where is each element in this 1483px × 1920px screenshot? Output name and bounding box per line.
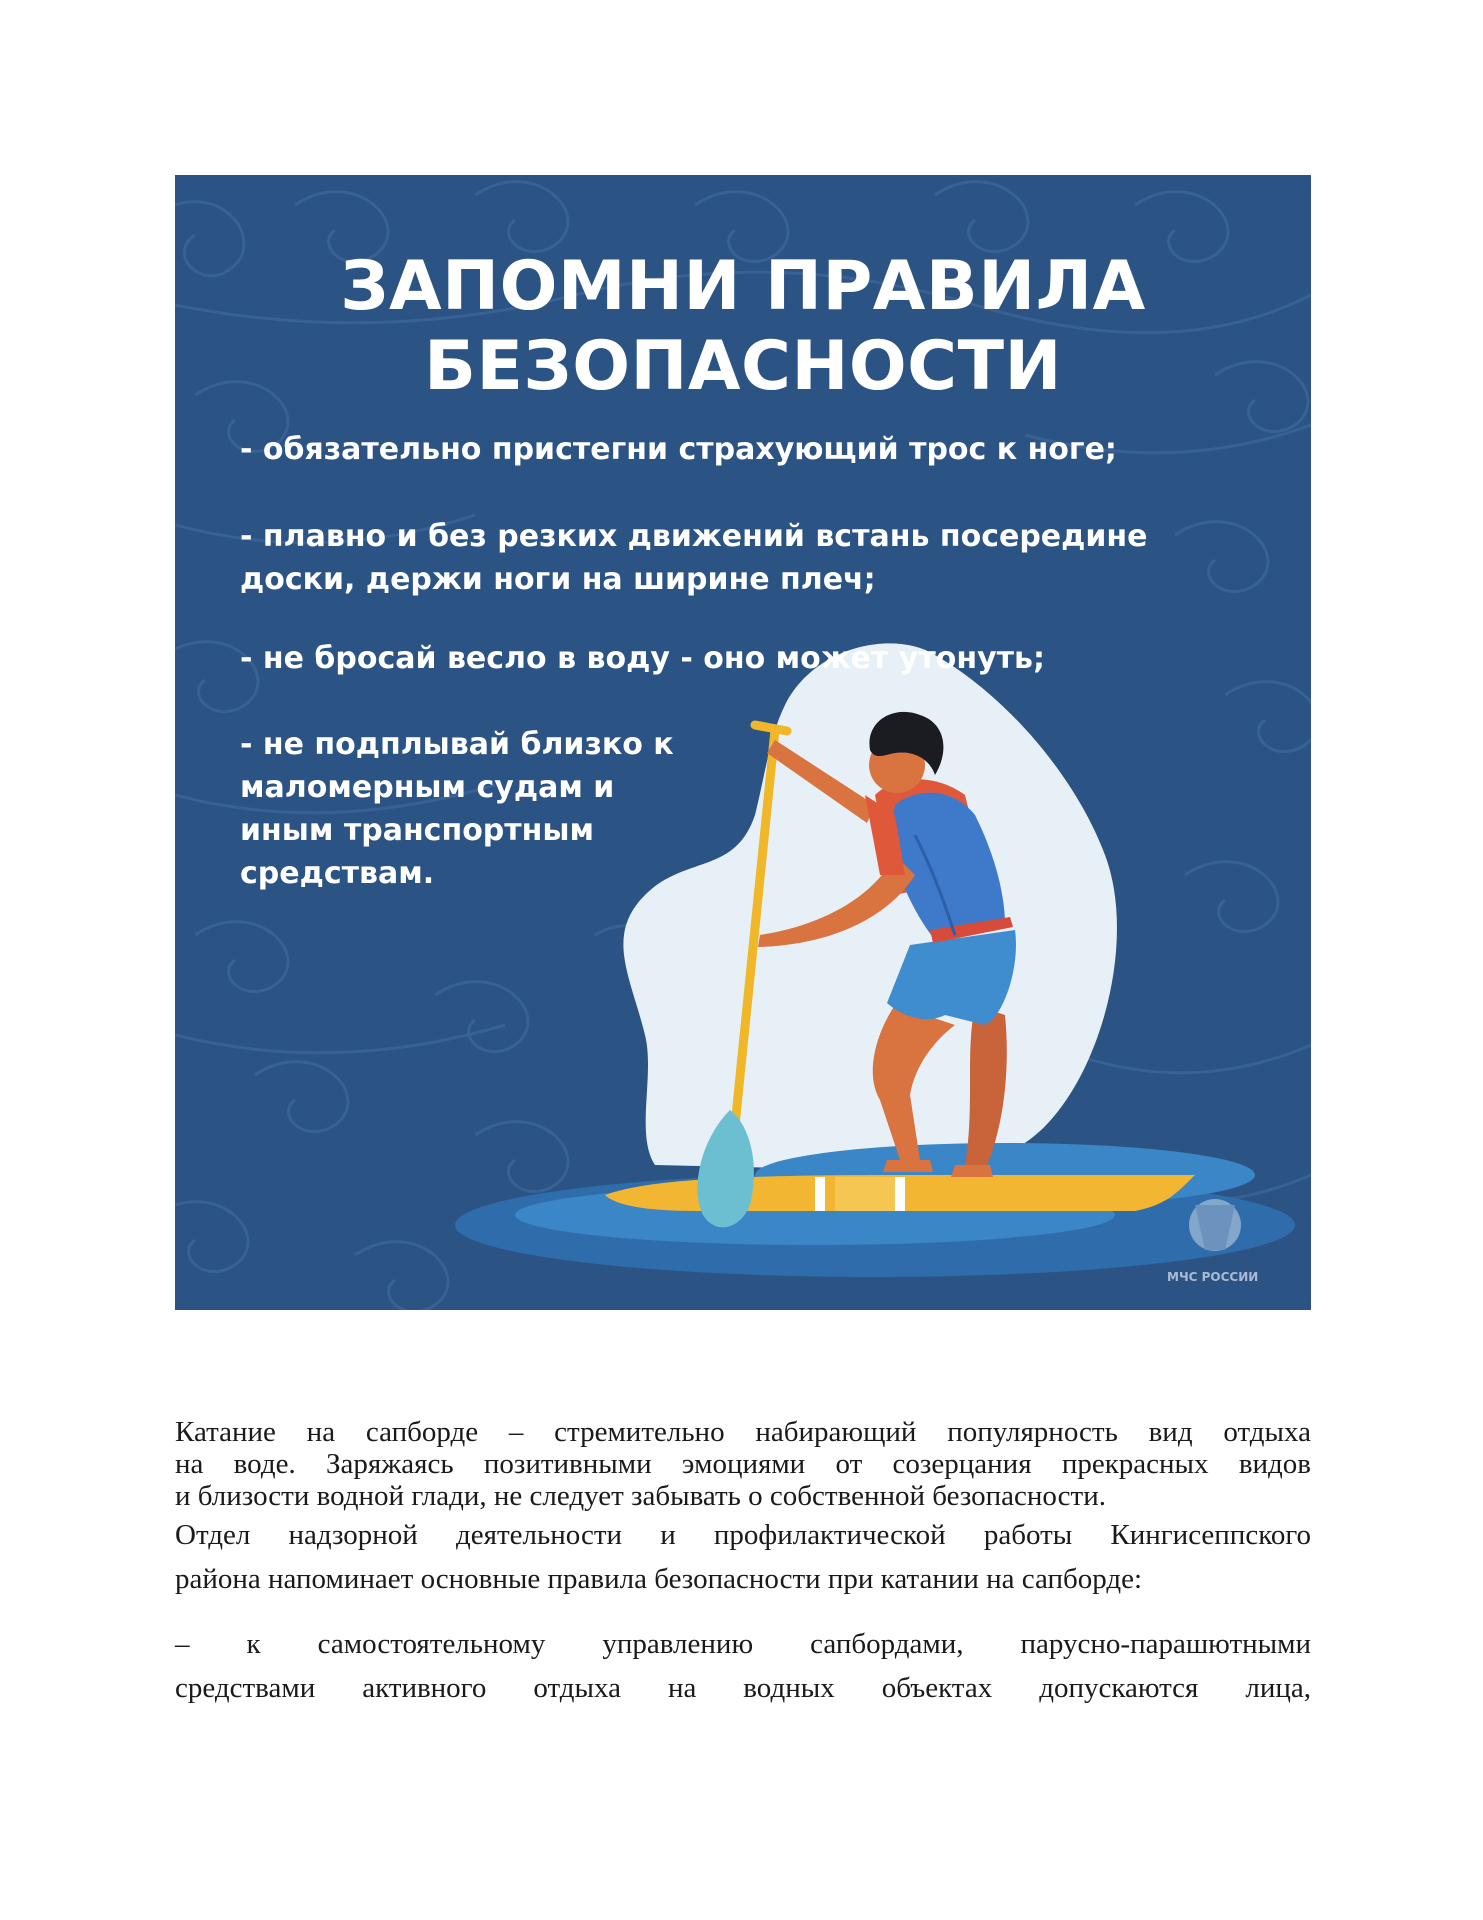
poster-title-line2: БЕЗОПАСНОСТИ — [424, 327, 1062, 406]
rule-line: иным транспортным — [240, 813, 595, 848]
rule-line: - не бросай весло в воду - оно может утонуть; — [240, 641, 1045, 676]
body-text-line: Катание на сапборде – стремительно набирающий популярность вид отдыха — [175, 1416, 1311, 1448]
rule-line: доски, держи ноги на ширине плеч; — [240, 562, 876, 597]
emblem-icon — [1189, 1199, 1241, 1251]
body-text-line: и близости водной глади, не следует забывать о собственной безопасности. — [175, 1480, 1106, 1512]
body-text-line: на воде. Заряжаясь позитивными эмоциями от созерцания прекрасных видов — [175, 1448, 1311, 1480]
safety-poster — [175, 175, 1311, 1310]
rule-line: маломерным судам и — [240, 770, 615, 805]
poster-title-line1: ЗАПОМНИ ПРАВИЛА — [340, 247, 1146, 326]
body-text-line: – к самостоятельному управлению сапбордами, парусно-парашютными — [175, 1628, 1311, 1660]
rule-line: - плавно и без резких движений встань посередине — [240, 519, 1148, 554]
rule-line: - не подплывай близко к — [240, 727, 674, 762]
body-text-line: средствами активного отдыха на водных объектах допускаются лица, — [175, 1672, 1311, 1704]
emblem-label: МЧС РОССИИ — [1167, 1270, 1259, 1284]
body-text-line: Отдел надзорной деятельности и профилактической работы Кингисеппского — [175, 1519, 1311, 1551]
body-text-line: района напоминает основные правила безопасности при катании на сапборде: — [175, 1563, 1143, 1595]
rule-line: средствам. — [240, 856, 435, 891]
rule-line: - обязательно пристегни страхующий трос к ноге; — [240, 432, 1117, 467]
